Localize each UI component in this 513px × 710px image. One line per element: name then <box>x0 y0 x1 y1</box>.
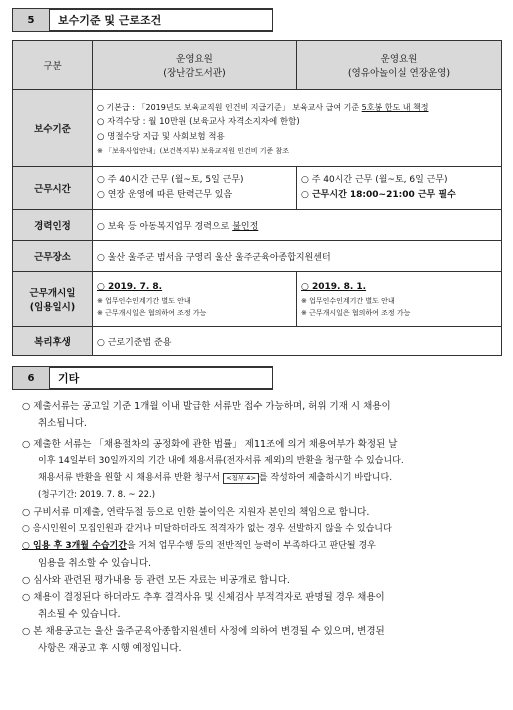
header-col2-line1: 운영요원 <box>380 54 418 65</box>
pay-note: ※ 「보육사업안내」(보건복지부) 보육교직원 인건비 기준 참조 <box>97 146 289 155</box>
note-2-line3-post: 를 작성하여 제출하시기 바랍니다. <box>258 473 393 483</box>
start-col1 <box>93 272 297 327</box>
section6-title: 기타 <box>50 367 272 389</box>
start-col1-date: ○ 2019. 7. 8. <box>97 281 163 292</box>
welfare-label: 복리후생 <box>13 327 93 356</box>
place-content: ○ 울산 울주군 범서읍 구영리 울산 울주군육아종합지원센터 <box>93 241 502 272</box>
start-col2-note2: ※ 근무개시일은 협의하여 조정 가능 <box>301 308 411 317</box>
probation-period: ○ 임용 후 3개월 수습기간 <box>22 541 127 551</box>
notes-list <box>22 398 502 657</box>
career-content <box>93 210 502 241</box>
header-col1-line1: 운영요원 <box>176 54 213 65</box>
note-7-line2: 취소될 수 있습니다. <box>38 609 121 620</box>
note-8-line1: ○ 본 채용공고는 울산 울주군육아종합지원센터 사정에 의하여 변경될 수 있으며, 변경된 <box>22 626 385 637</box>
note-2-line3 <box>22 470 502 487</box>
start-col2-note1: ※ 업무인수인계기간 별도 안내 <box>301 296 395 305</box>
section6-number: 6 <box>12 367 50 389</box>
hours-row <box>13 167 502 210</box>
pay-conditions-table <box>12 40 502 356</box>
note-item-4 <box>22 521 502 538</box>
pay-qualification-line: ○ 자격수당 : 월 10만원 (보육교사 자격소지자에 한함) <box>97 116 300 127</box>
note-2-line2: 이후 14일부터 30일까지의 기간 내에 채용서류(전자서류 제외)의 반환을 청구할 수 있습니다. <box>38 456 404 466</box>
hours-col2-line2: ○ 근무시간 18:00~21:00 근무 필수 <box>301 190 456 200</box>
note-8-line2: 사항은 재공고 후 시행 예정입니다. <box>38 643 182 654</box>
welfare-row <box>13 327 502 356</box>
career-label: 경력인정 <box>13 210 93 241</box>
note-2-line4: (청구기간: 2019. 7. 8. ~ 22.) <box>38 490 156 500</box>
pay-base-text: ○ 기본급 : 「2019년도 보육교직원 인건비 지급기준」 보육교사 급여 기준 <box>97 102 362 112</box>
note-item-1 <box>22 398 502 432</box>
note-2-line1: ○ 제출한 서류는 「채용절차의 공정화에 관한 법률」 제11조에 의거 채용여부가 확정된 날 <box>22 439 398 450</box>
welfare-content: ○ 근로기준법 준용 <box>93 327 502 356</box>
career-text: ○ 보육 등 아동복지업무 경력으로 <box>97 221 233 232</box>
hours-label: 근무시간 <box>13 167 93 210</box>
hours-col2 <box>297 167 502 210</box>
note-1-line1: ○ 제출서류는 공고일 기준 1개월 이내 발급한 서류만 접수 가능하며, 허위 기재 시 채용이 <box>22 401 391 412</box>
start-label-line2: (임용일시) <box>29 302 76 313</box>
note-item-8 <box>22 623 502 657</box>
career-row <box>13 210 502 241</box>
start-col2 <box>297 272 502 327</box>
section6-header <box>12 366 273 390</box>
header-col1-line2: (장난감도서관) <box>163 68 226 79</box>
note-5-line1 <box>22 538 502 555</box>
pay-row <box>13 90 502 167</box>
note-2-line3-pre: 채용서류 반환을 원할 시 채용서류 반환 청구서 <box>38 473 221 483</box>
note-item-6 <box>22 572 502 589</box>
pay-base-line <box>97 100 497 115</box>
note-3-line1: ○ 구비서류 미제출, 연락두절 등으로 인한 불이익은 지원자 본인의 책임으로 합니다. <box>22 507 370 518</box>
header-gubun: 구분 <box>13 41 93 90</box>
start-col1-note1: ※ 업무인수인계기간 별도 안내 <box>97 296 191 305</box>
note-7-line1: ○ 채용이 결정된다 하더라도 추후 결격사유 및 신체검사 부적격자로 판명될 경우 채용이 <box>22 592 385 603</box>
header-col2-line2: (영유아놀이실 연장운영) <box>347 68 451 79</box>
start-label-line1: 근무개시일 <box>29 288 76 299</box>
header-col1 <box>93 41 297 90</box>
start-col2-date: ○ 2019. 8. 1. <box>301 281 367 292</box>
start-row <box>13 272 502 327</box>
hours-col1-line2: ○ 연장 운영에 따른 탄력근무 있음 <box>97 190 233 200</box>
attachment-4-tag: <첨부 4> <box>223 473 259 484</box>
pay-label: 보수기준 <box>13 90 93 167</box>
start-label <box>13 272 93 327</box>
start-col1-note2: ※ 근무개시일은 협의하여 조정 가능 <box>97 308 207 317</box>
header-col2 <box>297 41 502 90</box>
section5-number: 5 <box>12 9 50 31</box>
pay-content <box>93 90 502 167</box>
career-not-recognized: 불인정 <box>232 221 259 232</box>
note-item-3 <box>22 504 502 521</box>
note-item-7 <box>22 589 502 623</box>
table-header-row <box>13 41 502 90</box>
hours-col1-line1: ○ 주 40시간 근무 (월~토, 5일 근무) <box>97 175 244 185</box>
hours-col2-line1: ○ 주 40시간 근무 (월~토, 6일 근무) <box>301 175 448 185</box>
note-item-2 <box>22 436 502 504</box>
section5-title: 보수기준 및 근로조건 <box>50 9 272 31</box>
place-row <box>13 241 502 272</box>
note-1-line2: 취소됩니다. <box>38 418 87 429</box>
note-5-line1-post: 을 거쳐 업무수행 등의 전반적인 능력이 부족하다고 판단될 경우 <box>126 541 376 551</box>
note-6-line1: ○ 심사와 관련된 평가내용 등 관련 모든 자료는 비공개로 합니다. <box>22 575 290 586</box>
note-4-line1: ○ 응시인원이 모집인원과 같거나 미달하더라도 적격자가 없는 경우 선발하지 않을 수 있습니다 <box>22 524 392 534</box>
section5-header <box>12 8 273 32</box>
hours-col1 <box>93 167 297 210</box>
pay-base-limit: 5호봉 한도 내 책정 <box>361 102 429 112</box>
note-5-line2: 임용을 취소할 수 있습니다. <box>38 558 152 569</box>
pay-holiday-line: ○ 명절수당 지급 및 사회보험 적용 <box>97 131 225 142</box>
place-label: 근무장소 <box>13 241 93 272</box>
note-item-5 <box>22 538 502 572</box>
